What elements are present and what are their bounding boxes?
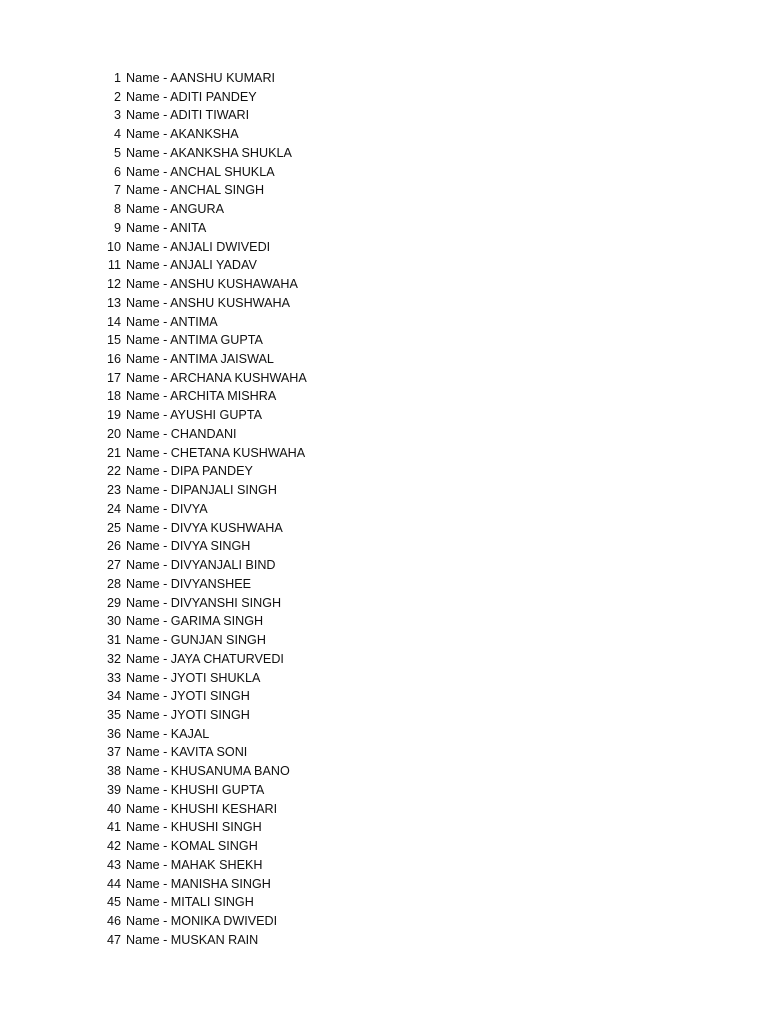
list-item xyxy=(100,462,307,481)
row-number: 27 xyxy=(106,558,121,573)
list-item xyxy=(100,163,307,182)
row-number: 6 xyxy=(113,164,121,179)
row-number: 43 xyxy=(106,857,121,872)
row-number: 45 xyxy=(106,895,121,910)
row-name-text: Name - MITALI SINGH xyxy=(126,895,254,910)
row-number: 26 xyxy=(106,539,121,554)
row-number: 12 xyxy=(106,277,121,292)
row-number: 23 xyxy=(106,483,121,498)
row-name-text: Name - CHANDANI xyxy=(126,426,237,441)
list-item xyxy=(100,537,307,556)
row-name-text: Name - ANTIMA xyxy=(126,314,218,329)
row-number: 15 xyxy=(106,333,121,348)
row-number: 41 xyxy=(106,820,121,835)
list-item xyxy=(100,425,307,444)
list-item xyxy=(100,181,307,200)
list-item xyxy=(100,238,307,257)
row-name-text: Name - MONIKA DWIVEDI xyxy=(126,914,278,929)
row-number: 10 xyxy=(106,239,121,254)
list-item xyxy=(100,275,307,294)
row-number: 37 xyxy=(106,745,121,760)
row-number: 1 xyxy=(113,71,121,85)
row-number: 30 xyxy=(106,614,121,629)
row-number: 40 xyxy=(106,801,121,816)
row-name-text: Name - ANTIMA GUPTA xyxy=(126,333,263,348)
list-item xyxy=(100,875,307,894)
row-name-text: Name - DIPANJALI SINGH xyxy=(126,483,277,498)
list-item xyxy=(100,931,307,950)
row-number: 24 xyxy=(106,501,121,516)
list-item xyxy=(100,387,307,406)
row-number: 42 xyxy=(106,839,121,854)
row-number: 31 xyxy=(106,633,121,648)
row-name-text: Name - DIVYA SINGH xyxy=(126,539,251,554)
list-item xyxy=(100,444,307,463)
row-name-text: Name - JYOTI SINGH xyxy=(126,707,250,722)
row-number: 8 xyxy=(113,202,121,217)
row-number: 13 xyxy=(106,295,121,310)
row-number: 7 xyxy=(113,183,121,198)
list-item xyxy=(100,481,307,500)
row-number: 9 xyxy=(113,220,121,235)
row-number: 18 xyxy=(106,389,121,404)
row-number: 36 xyxy=(106,726,121,741)
row-name-text: Name - KHUSHI KESHARI xyxy=(126,801,278,816)
row-name-text: Name - DIPA PANDEY xyxy=(126,464,253,479)
row-name-text: Name - AYUSHI GUPTA xyxy=(126,408,262,423)
list-item xyxy=(100,575,307,594)
list-item xyxy=(100,106,307,125)
row-number: 22 xyxy=(106,464,121,479)
row-name-text: Name - JAYA CHATURVEDI xyxy=(126,651,284,666)
row-number: 3 xyxy=(113,108,121,123)
row-name-text: Name - ANJALI DWIVEDI xyxy=(126,239,271,254)
row-name-text: Name - ADITI TIWARI xyxy=(126,108,250,123)
list-item xyxy=(100,594,307,613)
row-number: 44 xyxy=(106,876,121,891)
list-item xyxy=(100,612,307,631)
row-number: 33 xyxy=(106,670,121,685)
list-item xyxy=(100,369,307,388)
list-item xyxy=(100,219,307,238)
row-number: 16 xyxy=(106,352,121,367)
row-name-text: Name - GARIMA SINGH xyxy=(126,614,264,629)
row-number: 5 xyxy=(113,145,121,160)
list-item xyxy=(100,762,307,781)
row-number: 2 xyxy=(113,89,121,104)
row-name-text: Name - DIVYANSHEE xyxy=(126,576,252,591)
row-number: 38 xyxy=(106,764,121,779)
row-name-text: Name - ANSHU KUSHAWAHA xyxy=(126,277,298,292)
row-name-text: Name - DIVYANJALI BIND xyxy=(126,558,276,573)
list-item xyxy=(100,519,307,538)
list-item xyxy=(100,294,307,313)
row-name-text: Name - DIVYANSHI SINGH xyxy=(126,595,282,610)
list-item xyxy=(100,912,307,931)
row-name-text: Name - AKANKSHA xyxy=(126,127,239,142)
row-name-text: Name - AANSHU KUMARI xyxy=(126,71,276,85)
row-name-text: Name - JYOTI SINGH xyxy=(126,689,250,704)
row-name-text: Name - AKANKSHA SHUKLA xyxy=(126,145,292,160)
list-item xyxy=(100,650,307,669)
row-name-text: Name - KAJAL xyxy=(126,726,210,741)
row-name-text: Name - JYOTI SHUKLA xyxy=(126,670,261,685)
row-number: 19 xyxy=(106,408,121,423)
list-item xyxy=(100,818,307,837)
row-name-text: Name - CHETANA KUSHWAHA xyxy=(126,445,306,460)
list-item xyxy=(100,706,307,725)
row-number: 25 xyxy=(106,520,121,535)
row-number: 11 xyxy=(107,258,121,273)
row-number: 17 xyxy=(106,370,121,385)
list-item xyxy=(100,125,307,144)
list-item xyxy=(100,725,307,744)
row-name-text: Name - ARCHITA MISHRA xyxy=(126,389,277,404)
row-name-text: Name - KOMAL SINGH xyxy=(126,839,258,854)
row-name-text: Name - MANISHA SINGH xyxy=(126,876,271,891)
name-list xyxy=(100,69,307,950)
row-number: 14 xyxy=(106,314,121,329)
row-number: 28 xyxy=(106,576,121,591)
list-item xyxy=(100,893,307,912)
row-name-text: Name - KHUSHI SINGH xyxy=(126,820,262,835)
list-item xyxy=(100,556,307,575)
list-item xyxy=(100,256,307,275)
row-number: 39 xyxy=(106,782,121,797)
row-name-text: Name - ANGURA xyxy=(126,202,224,217)
list-item xyxy=(100,837,307,856)
row-name-text: Name - ANJALI YADAV xyxy=(126,258,257,273)
row-number: 20 xyxy=(106,426,121,441)
row-number: 21 xyxy=(106,445,121,460)
row-name-text: Name - ARCHANA KUSHWAHA xyxy=(126,370,307,385)
row-name-text: Name - MAHAK SHEKH xyxy=(126,857,263,872)
list-item xyxy=(100,406,307,425)
row-name-text: Name - DIVYA KUSHWAHA xyxy=(126,520,283,535)
row-name-text: Name - DIVYA xyxy=(126,501,208,516)
row-number: 47 xyxy=(106,932,121,947)
row-name-text: Name - ADITI PANDEY xyxy=(126,89,257,104)
row-name-text: Name - MUSKAN RAIN xyxy=(126,932,259,947)
list-item xyxy=(100,669,307,688)
row-name-text: Name - KHUSHI GUPTA xyxy=(126,782,265,797)
row-name-text: Name - ANCHAL SINGH xyxy=(126,183,265,198)
row-number: 4 xyxy=(113,127,121,142)
list-item xyxy=(100,88,307,107)
row-name-text: Name - ANITA xyxy=(126,220,207,235)
row-number: 35 xyxy=(106,707,121,722)
row-number: 34 xyxy=(106,689,121,704)
list-item xyxy=(100,781,307,800)
row-name-text: Name - GUNJAN SINGH xyxy=(126,633,266,648)
row-number: 46 xyxy=(106,914,121,929)
list-item xyxy=(100,350,307,369)
list-item xyxy=(100,800,307,819)
list-item xyxy=(100,144,307,163)
list-item xyxy=(100,743,307,762)
list-item xyxy=(100,200,307,219)
row-number: 32 xyxy=(106,651,121,666)
row-name-text: Name - ANTIMA JAISWAL xyxy=(126,352,274,367)
row-number: 29 xyxy=(106,595,121,610)
list-item xyxy=(100,69,307,88)
list-item xyxy=(100,331,307,350)
list-item xyxy=(100,687,307,706)
row-name-text: Name - KHUSANUMA BANO xyxy=(126,764,290,779)
list-item xyxy=(100,500,307,519)
row-name-text: Name - ANCHAL SHUKLA xyxy=(126,164,275,179)
row-name-text: Name - ANSHU KUSHWAHA xyxy=(126,295,290,310)
list-item xyxy=(100,856,307,875)
list-item xyxy=(100,313,307,332)
row-name-text: Name - KAVITA SONI xyxy=(126,745,248,760)
list-item xyxy=(100,631,307,650)
